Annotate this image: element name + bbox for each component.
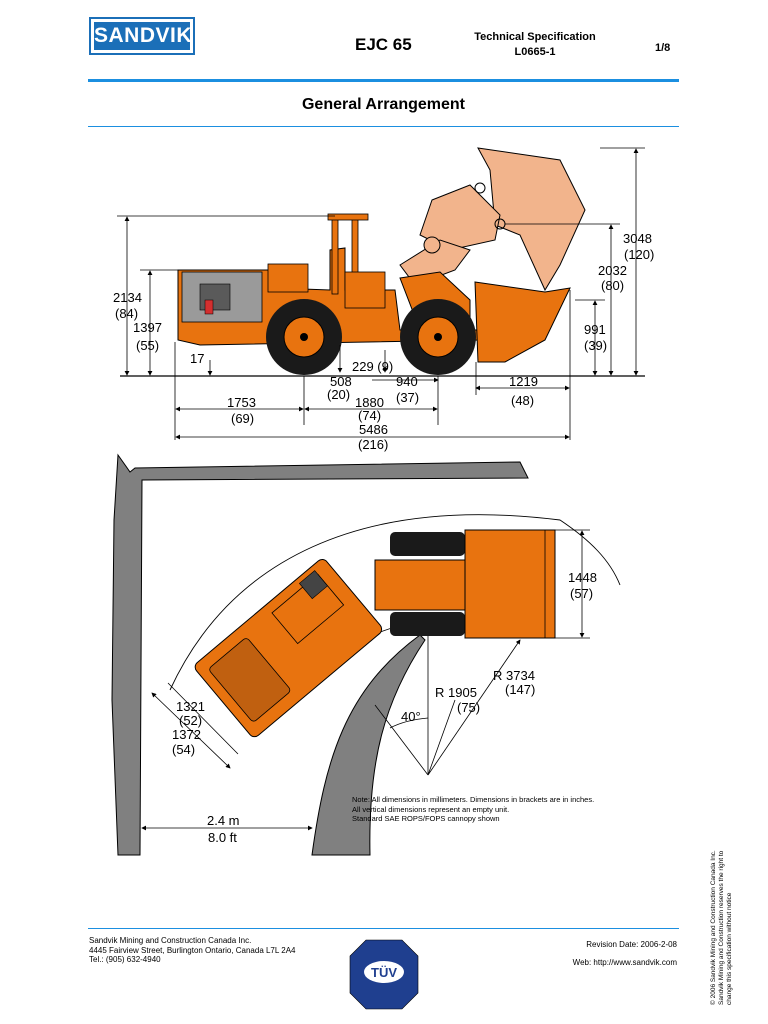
- dim-angle: 40°: [401, 709, 421, 724]
- dim-1219-in: (48): [511, 393, 535, 408]
- dim-17: 17: [190, 351, 205, 366]
- dim-508-in: (20): [327, 387, 351, 402]
- dim-1448-in: (57): [570, 586, 594, 601]
- dim-r1905: R 1905: [435, 685, 477, 700]
- page-number: 1/8: [655, 42, 671, 54]
- revision-date: Revision Date: 2006-2-08: [586, 940, 677, 949]
- dim-2032: 2032: [598, 263, 627, 278]
- dim-229: 229 (9): [352, 359, 394, 374]
- dim-5486: 5486: [359, 422, 388, 437]
- notes-block: [352, 795, 652, 824]
- spec-title: Technical Specification: [474, 31, 596, 43]
- dim-r3734: R 3734: [493, 668, 535, 683]
- dim-1321-in: (52): [179, 713, 203, 728]
- dim-1397: 1397: [133, 320, 162, 335]
- dim-1753: 1753: [227, 395, 256, 410]
- tuv-cert-badge: [350, 940, 418, 1009]
- dim-991: 991: [584, 322, 606, 337]
- dim-1753-in: (69): [231, 411, 255, 426]
- page-title: General Arrangement: [301, 96, 465, 113]
- company-address: 4445 Fairview Street, Burlington Ontario, Canada L7L 2A4: [89, 945, 296, 955]
- rear-wheel: [266, 299, 342, 375]
- spec-code: L0665-1: [514, 46, 556, 58]
- model-name: EJC 65: [355, 35, 412, 54]
- dim-1880: 1880: [355, 395, 384, 410]
- copyright-notice: [710, 815, 734, 1005]
- dim-3048: 3048: [623, 231, 652, 246]
- web-link[interactable]: Web: http://www.sandvik.com: [572, 958, 677, 967]
- dim-5486-in: (216): [358, 437, 389, 452]
- dim-r3734-in: (147): [505, 682, 536, 697]
- dim-1372: 1372: [172, 727, 201, 742]
- copyright-line-1: © 2006 Sandvik Mining and Construction Canada Inc.: [710, 850, 717, 1005]
- dim-991-in: (39): [584, 338, 608, 353]
- dim-2134: 2134: [113, 290, 142, 305]
- dim-aisle-m: 2.4 m: [207, 813, 240, 828]
- note-line-1: Note: All dimensions in millimeters. Dimensions in brackets are in inches.: [352, 795, 595, 804]
- company-name: Sandvik Mining and Construction Canada Inc.: [89, 936, 252, 945]
- front-wheel: [400, 299, 476, 375]
- dim-1448: 1448: [568, 570, 597, 585]
- note-line-3: Standard SAE ROPS/FOPS cannopy shown: [352, 814, 500, 823]
- company-tel: Tel.: (905) 632-4940: [89, 955, 161, 964]
- dim-508: 508: [330, 374, 352, 389]
- dim-1880-in: (74): [358, 408, 382, 423]
- dim-r1905-in: (75): [457, 700, 481, 715]
- revision-block: [520, 936, 677, 972]
- loader-body: [178, 214, 570, 362]
- dim-940: 940: [396, 374, 418, 389]
- footer-rule: [88, 928, 679, 929]
- copyright-line-3: change this specification without notice: [726, 892, 733, 1005]
- side-view: [113, 148, 654, 452]
- dim-aisle-ft: 8.0 ft: [208, 830, 237, 845]
- dim-2032-in: (80): [601, 278, 625, 293]
- dim-1219: 1219: [509, 374, 538, 389]
- copyright-line-2: Sandvik Mining and Construction reserves the right to: [718, 850, 725, 1005]
- company-block: [89, 936, 296, 965]
- dim-2134-in: (84): [115, 306, 139, 321]
- dim-3048-in: (120): [624, 247, 655, 262]
- dim-1321: 1321: [176, 699, 205, 714]
- logo-text: SANDVIK: [94, 22, 190, 50]
- raised-bucket: [400, 148, 585, 290]
- dim-1397-in: (55): [136, 338, 160, 353]
- tuv-text: TÜV: [371, 965, 397, 980]
- note-line-2: All vertical dimensions represent an empty unit.: [352, 804, 510, 814]
- dim-1372-in: (54): [172, 742, 196, 757]
- dim-940-in: (37): [396, 390, 420, 405]
